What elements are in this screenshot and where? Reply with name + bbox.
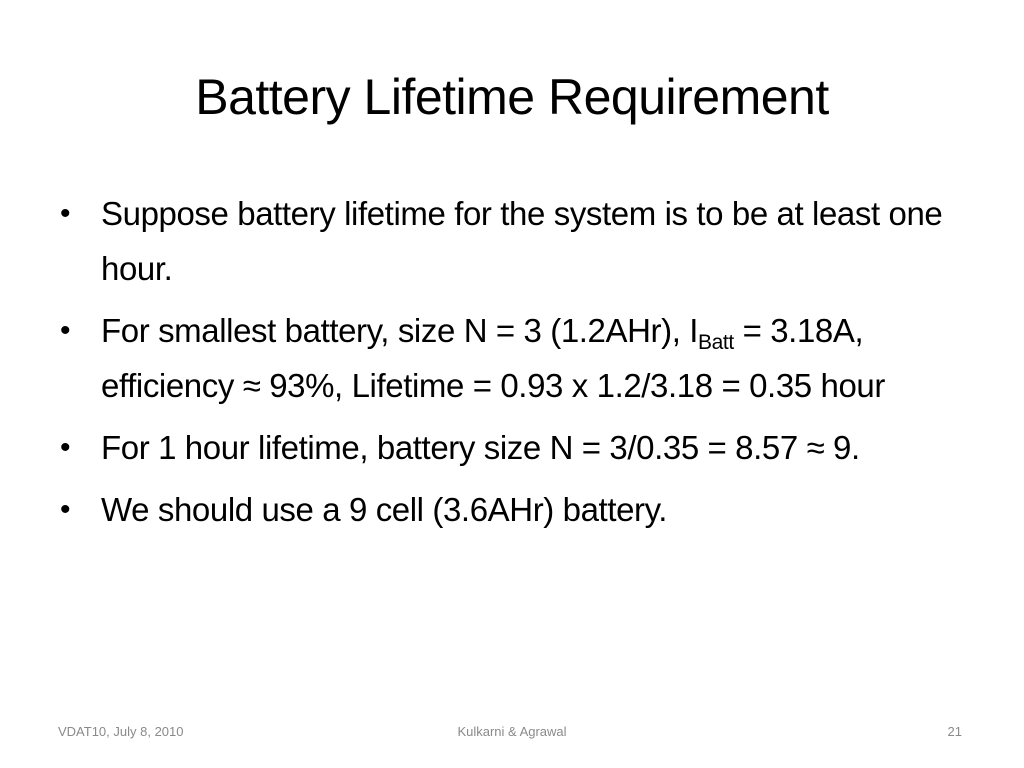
- bullet-marker: •: [60, 493, 71, 526]
- slide-number: 21: [947, 724, 962, 739]
- bullet-text: For 1 hour lifetime, battery size N = 3/0.35 = 8.57 ≈ 9.: [101, 429, 860, 466]
- slide-title: Battery Lifetime Requirement: [195, 69, 829, 125]
- bullet-marker: •: [60, 431, 71, 464]
- bullet-marker: •: [60, 314, 71, 347]
- bullet-item: [60, 186, 960, 296]
- bullet-text: Suppose battery lifetime for the system is to be at least one hour.: [101, 195, 943, 287]
- footer-authors: Kulkarni & Agrawal: [457, 724, 567, 739]
- bullet-item: [60, 303, 960, 413]
- footer-date: VDAT10, July 8, 2010: [58, 724, 184, 739]
- bullet-marker: •: [60, 197, 71, 230]
- bullet-text: We should use a 9 cell (3.6AHr) battery.: [101, 491, 668, 528]
- bullet-item: [60, 482, 960, 537]
- bullet-text-after: = 3.18A, efficiency ≈ 93%, Lifetime = 0.93 x 1.2/3.18 = 0.35 hour: [101, 312, 885, 404]
- bullet-list: [60, 186, 960, 544]
- bullet-text-before: For smallest battery, size N = 3 (1.2AHr), I: [101, 312, 699, 349]
- bullet-item: [60, 420, 960, 475]
- bullet-subscript: Batt: [698, 331, 734, 354]
